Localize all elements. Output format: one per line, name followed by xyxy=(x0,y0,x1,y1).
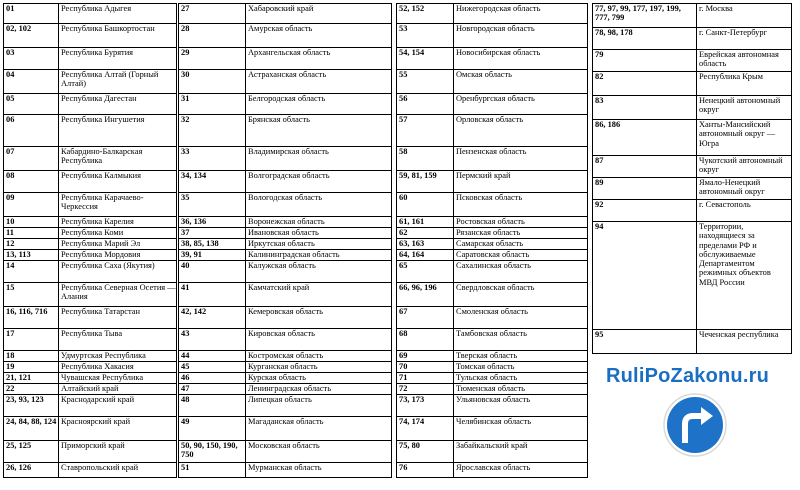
region-code: 25, 125 xyxy=(4,441,59,463)
region-code: 67 xyxy=(397,307,454,329)
region-name: Кемеровская область xyxy=(246,307,392,329)
region-code: 87 xyxy=(593,156,697,178)
region-name: Магаданская область xyxy=(246,417,392,441)
region-row xyxy=(593,120,792,156)
region-row xyxy=(4,329,177,351)
region-code: 30 xyxy=(179,70,246,94)
region-name: Ленинградская область xyxy=(246,384,392,395)
region-row xyxy=(397,217,588,228)
region-code: 92 xyxy=(593,200,697,222)
region-row xyxy=(179,48,392,70)
region-name: Нижегородская область xyxy=(454,4,588,24)
region-row xyxy=(4,417,177,441)
region-name: Владимирская область xyxy=(246,147,392,171)
region-code: 06 xyxy=(4,115,59,147)
region-row xyxy=(4,441,177,463)
region-code: 69 xyxy=(397,351,454,362)
region-row xyxy=(397,441,588,463)
region-name: Республика Марий Эл xyxy=(59,239,177,250)
region-name: Еврейская автономная область xyxy=(697,50,792,72)
region-code: 62 xyxy=(397,228,454,239)
region-row xyxy=(593,200,792,222)
region-row xyxy=(593,178,792,200)
region-name: Ставропольский край xyxy=(59,463,177,478)
regions-table-col-4 xyxy=(592,3,792,354)
region-row xyxy=(593,4,792,28)
region-code: 32 xyxy=(179,115,246,147)
region-code: 57 xyxy=(397,115,454,147)
region-row xyxy=(179,373,392,384)
region-code: 61, 161 xyxy=(397,217,454,228)
region-row xyxy=(397,417,588,441)
region-name: г. Санкт-Петербург xyxy=(697,28,792,50)
region-name: Челябинская область xyxy=(454,417,588,441)
region-code: 23, 93, 123 xyxy=(4,395,59,417)
region-row xyxy=(4,228,177,239)
region-name: Смоленская область xyxy=(454,307,588,329)
region-code: 15 xyxy=(4,283,59,307)
region-code: 16, 116, 716 xyxy=(4,307,59,329)
region-row xyxy=(179,228,392,239)
regions-table-col-3 xyxy=(396,3,588,478)
region-name: Сахалинская область xyxy=(454,261,588,283)
region-name: Чувашская Республика xyxy=(59,373,177,384)
region-name: Тверская область xyxy=(454,351,588,362)
region-name: Пермский край xyxy=(454,171,588,193)
region-code: 12 xyxy=(4,239,59,250)
region-row xyxy=(4,307,177,329)
region-name: Липецкая область xyxy=(246,395,392,417)
region-code: 64, 164 xyxy=(397,250,454,261)
region-code: 29 xyxy=(179,48,246,70)
region-row xyxy=(397,115,588,147)
region-row xyxy=(397,329,588,351)
region-row xyxy=(179,463,392,478)
sign-disc xyxy=(667,397,723,453)
region-row xyxy=(397,261,588,283)
region-row xyxy=(397,48,588,70)
region-code: 50, 90, 150, 190, 750 xyxy=(179,441,246,463)
region-code: 78, 98, 178 xyxy=(593,28,697,50)
region-code: 26, 126 xyxy=(4,463,59,478)
region-code: 59, 81, 159 xyxy=(397,171,454,193)
region-code: 49 xyxy=(179,417,246,441)
region-row xyxy=(4,362,177,373)
region-code: 08 xyxy=(4,171,59,193)
turn-right-sign-icon xyxy=(662,392,728,458)
region-row xyxy=(593,156,792,178)
region-row xyxy=(179,441,392,463)
region-code: 79 xyxy=(593,50,697,72)
region-name: Ульяновская область xyxy=(454,395,588,417)
region-row xyxy=(397,228,588,239)
region-row xyxy=(179,94,392,115)
region-row xyxy=(4,384,177,395)
region-code: 33 xyxy=(179,147,246,171)
region-name: Камчатский край xyxy=(246,283,392,307)
region-row xyxy=(4,351,177,362)
region-code: 83 xyxy=(593,96,697,120)
region-name: Омская область xyxy=(454,70,588,94)
region-code: 28 xyxy=(179,24,246,48)
region-name: Воронежская область xyxy=(246,217,392,228)
region-code: 94 xyxy=(593,222,697,330)
region-code: 75, 80 xyxy=(397,441,454,463)
region-row xyxy=(179,384,392,395)
region-row xyxy=(4,24,177,48)
region-name: Ямало-Ненецкий автономный округ xyxy=(697,178,792,200)
region-code: 37 xyxy=(179,228,246,239)
region-code: 24, 84, 88, 124 xyxy=(4,417,59,441)
region-row xyxy=(397,384,588,395)
region-row xyxy=(179,115,392,147)
regions-table-col-1 xyxy=(3,3,177,478)
region-name: Новосибирская область xyxy=(454,48,588,70)
region-row xyxy=(4,115,177,147)
region-code: 86, 186 xyxy=(593,120,697,156)
region-name: Архангельская область xyxy=(246,48,392,70)
region-row xyxy=(179,24,392,48)
region-row xyxy=(179,217,392,228)
region-name: г. Москва xyxy=(697,4,792,28)
region-row xyxy=(397,4,588,24)
region-name: Алтайский край xyxy=(59,384,177,395)
region-row xyxy=(179,4,392,24)
region-row xyxy=(397,307,588,329)
region-code: 66, 96, 196 xyxy=(397,283,454,307)
region-name: Республика Ингушетия xyxy=(59,115,177,147)
region-name: Республика Карелия xyxy=(59,217,177,228)
region-row xyxy=(397,147,588,171)
region-code: 27 xyxy=(179,4,246,24)
region-name: Республика Бурятия xyxy=(59,48,177,70)
region-name: Курганская область xyxy=(246,362,392,373)
region-name: Чукотский автономный округ xyxy=(697,156,792,178)
region-row xyxy=(4,193,177,217)
region-name: Красноярский край xyxy=(59,417,177,441)
region-row xyxy=(179,171,392,193)
region-name: Территории, находящиеся за пределами РФ и обслуживаемые Департаментом режимных объектов МВД России xyxy=(697,222,792,330)
region-code: 34, 134 xyxy=(179,171,246,193)
region-name: Рязанская область xyxy=(454,228,588,239)
region-code: 95 xyxy=(593,330,697,354)
region-name: Чеченская республика xyxy=(697,330,792,354)
region-code: 51 xyxy=(179,463,246,478)
region-name: Республика Алтай (Горный Алтай) xyxy=(59,70,177,94)
region-row xyxy=(4,171,177,193)
region-row xyxy=(179,250,392,261)
region-code: 10 xyxy=(4,217,59,228)
region-name: Саратовская область xyxy=(454,250,588,261)
region-code: 40 xyxy=(179,261,246,283)
region-code: 76 xyxy=(397,463,454,478)
region-row xyxy=(397,94,588,115)
region-row xyxy=(4,217,177,228)
region-row xyxy=(4,261,177,283)
region-name: Республика Северная Осетия — Алания xyxy=(59,283,177,307)
region-name: Краснодарский край xyxy=(59,395,177,417)
region-row xyxy=(179,362,392,373)
region-name: Оренбургская область xyxy=(454,94,588,115)
region-name: Удмуртская Республика xyxy=(59,351,177,362)
region-name: г. Севастополь xyxy=(697,200,792,222)
region-code: 74, 174 xyxy=(397,417,454,441)
region-code: 63, 163 xyxy=(397,239,454,250)
region-name: Псковская область xyxy=(454,193,588,217)
region-name: Республика Башкортостан xyxy=(59,24,177,48)
region-name: Республика Коми xyxy=(59,228,177,239)
region-code: 17 xyxy=(4,329,59,351)
region-row xyxy=(397,362,588,373)
region-name: Республика Хакасия xyxy=(59,362,177,373)
region-name: Астраханская область xyxy=(246,70,392,94)
region-name: Республика Дагестан xyxy=(59,94,177,115)
region-code: 02, 102 xyxy=(4,24,59,48)
region-name: Приморский край xyxy=(59,441,177,463)
region-code: 53 xyxy=(397,24,454,48)
region-code: 56 xyxy=(397,94,454,115)
region-code: 07 xyxy=(4,147,59,171)
region-code: 46 xyxy=(179,373,246,384)
brand-logo-text: RuliPoZakonu.ru xyxy=(606,365,769,387)
region-code: 39, 91 xyxy=(179,250,246,261)
region-code: 04 xyxy=(4,70,59,94)
region-name: Тюменская область xyxy=(454,384,588,395)
region-row xyxy=(4,147,177,171)
region-code: 52, 152 xyxy=(397,4,454,24)
region-name: Ханты-Мансийский автономный округ — Югра xyxy=(697,120,792,156)
region-code: 05 xyxy=(4,94,59,115)
region-name: Костромская область xyxy=(246,351,392,362)
region-name: Ростовская область xyxy=(454,217,588,228)
region-name: Ивановская область xyxy=(246,228,392,239)
region-name: Орловская область xyxy=(454,115,588,147)
region-code: 58 xyxy=(397,147,454,171)
region-name: Мурманская область xyxy=(246,463,392,478)
region-code: 14 xyxy=(4,261,59,283)
region-code: 73, 173 xyxy=(397,395,454,417)
region-code: 89 xyxy=(593,178,697,200)
region-row xyxy=(397,193,588,217)
region-row xyxy=(179,351,392,362)
region-row xyxy=(593,50,792,72)
region-name: Ненецкий автономный округ xyxy=(697,96,792,120)
region-row xyxy=(593,96,792,120)
region-row xyxy=(397,283,588,307)
region-name: Ярославская область xyxy=(454,463,588,478)
region-name: Самарская область xyxy=(454,239,588,250)
region-row xyxy=(397,171,588,193)
region-name: Республика Мордовия xyxy=(59,250,177,261)
region-name: Республика Татарстан xyxy=(59,307,177,329)
region-row xyxy=(179,283,392,307)
region-code: 19 xyxy=(4,362,59,373)
region-row xyxy=(397,70,588,94)
region-name: Республика Саха (Якутия) xyxy=(59,261,177,283)
region-row xyxy=(4,4,177,24)
region-code: 41 xyxy=(179,283,246,307)
region-name: Республика Крым xyxy=(697,72,792,96)
region-name: Свердловская область xyxy=(454,283,588,307)
region-name: Томская область xyxy=(454,362,588,373)
region-name: Московская область xyxy=(246,441,392,463)
region-code: 35 xyxy=(179,193,246,217)
region-row xyxy=(179,307,392,329)
region-name: Республика Карачаево-Черкессия xyxy=(59,193,177,217)
region-code: 47 xyxy=(179,384,246,395)
region-code: 65 xyxy=(397,261,454,283)
region-row xyxy=(4,239,177,250)
region-row xyxy=(593,222,792,330)
region-name: Тамбовская область xyxy=(454,329,588,351)
region-row xyxy=(397,463,588,478)
region-code: 60 xyxy=(397,193,454,217)
region-row xyxy=(397,250,588,261)
region-code: 48 xyxy=(179,395,246,417)
region-name: Калининградская область xyxy=(246,250,392,261)
region-name: Иркутская область xyxy=(246,239,392,250)
region-row xyxy=(179,395,392,417)
region-code: 54, 154 xyxy=(397,48,454,70)
region-name: Республика Адыгея xyxy=(59,4,177,24)
region-name: Хабаровский край xyxy=(246,4,392,24)
region-code: 42, 142 xyxy=(179,307,246,329)
region-code: 70 xyxy=(397,362,454,373)
region-row xyxy=(397,239,588,250)
region-row xyxy=(4,395,177,417)
region-row xyxy=(179,193,392,217)
region-row xyxy=(397,395,588,417)
region-row xyxy=(593,330,792,354)
region-name: Новгородская область xyxy=(454,24,588,48)
region-row xyxy=(179,329,392,351)
region-code: 01 xyxy=(4,4,59,24)
region-name: Тульская область xyxy=(454,373,588,384)
brand-watermark xyxy=(594,357,800,487)
region-code: 38, 85, 138 xyxy=(179,239,246,250)
region-code: 82 xyxy=(593,72,697,96)
region-name: Вологодская область xyxy=(246,193,392,217)
region-name: Волгоградская область xyxy=(246,171,392,193)
region-row xyxy=(4,94,177,115)
region-name: Пензенская область xyxy=(454,147,588,171)
region-name: Забайкальский край xyxy=(454,441,588,463)
region-name: Республика Калмыкия xyxy=(59,171,177,193)
region-row xyxy=(179,239,392,250)
region-row xyxy=(179,147,392,171)
region-row xyxy=(4,373,177,384)
region-code: 55 xyxy=(397,70,454,94)
region-code: 03 xyxy=(4,48,59,70)
region-code: 77, 97, 99, 177, 197, 199, 777, 799 xyxy=(593,4,697,28)
region-name: Кировская область xyxy=(246,329,392,351)
region-code: 71 xyxy=(397,373,454,384)
region-row xyxy=(593,72,792,96)
region-name: Кабардино-Балкарская Республика xyxy=(59,147,177,171)
region-code: 22 xyxy=(4,384,59,395)
region-code: 36, 136 xyxy=(179,217,246,228)
region-code: 18 xyxy=(4,351,59,362)
region-name: Амурская область xyxy=(246,24,392,48)
region-code: 44 xyxy=(179,351,246,362)
region-code: 13, 113 xyxy=(4,250,59,261)
region-row xyxy=(4,463,177,478)
region-row xyxy=(4,250,177,261)
region-code: 45 xyxy=(179,362,246,373)
region-code: 31 xyxy=(179,94,246,115)
region-name: Белгородская область xyxy=(246,94,392,115)
region-row xyxy=(397,24,588,48)
region-code: 68 xyxy=(397,329,454,351)
region-code: 09 xyxy=(4,193,59,217)
region-row xyxy=(179,261,392,283)
region-row xyxy=(4,283,177,307)
region-name: Брянская область xyxy=(246,115,392,147)
region-code: 72 xyxy=(397,384,454,395)
region-name: Курская область xyxy=(246,373,392,384)
region-name: Республика Тыва xyxy=(59,329,177,351)
region-row xyxy=(4,70,177,94)
region-code: 11 xyxy=(4,228,59,239)
regions-table-col-2 xyxy=(178,3,392,478)
region-row xyxy=(593,28,792,50)
region-name: Калужская область xyxy=(246,261,392,283)
region-row xyxy=(179,70,392,94)
region-row xyxy=(397,373,588,384)
region-code: 21, 121 xyxy=(4,373,59,384)
region-row xyxy=(179,417,392,441)
region-code: 43 xyxy=(179,329,246,351)
region-row xyxy=(4,48,177,70)
region-row xyxy=(397,351,588,362)
